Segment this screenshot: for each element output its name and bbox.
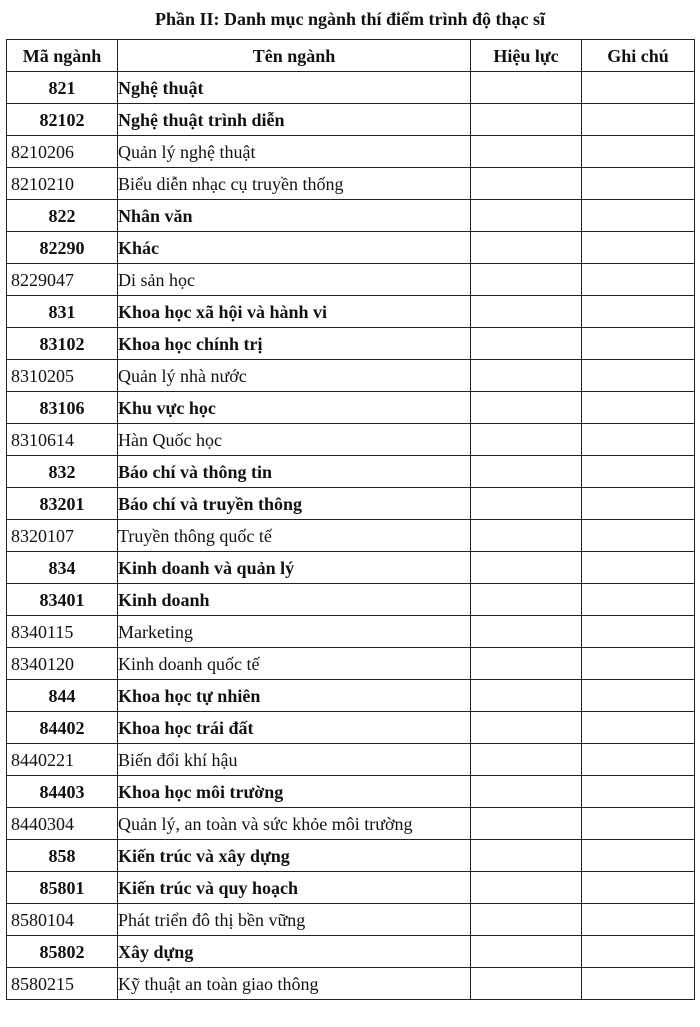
major-code-cell: 8210210	[7, 168, 118, 200]
major-code-cell: 8210206	[7, 136, 118, 168]
table-row	[7, 456, 695, 488]
major-name-cell: Khoa học tự nhiên	[118, 680, 471, 712]
major-name-cell: Khoa học trái đất	[118, 712, 471, 744]
validity-cell	[471, 776, 582, 808]
table-row	[7, 104, 695, 136]
major-code-cell: 8440304	[7, 808, 118, 840]
major-name-cell: Khoa học môi trường	[118, 776, 471, 808]
validity-cell	[471, 840, 582, 872]
major-code-cell: 831	[7, 296, 118, 328]
table-row	[7, 968, 695, 1000]
table-row	[7, 552, 695, 584]
validity-cell	[471, 104, 582, 136]
validity-cell	[471, 136, 582, 168]
major-code-cell: 83102	[7, 328, 118, 360]
validity-cell	[471, 264, 582, 296]
major-name-cell: Báo chí và thông tin	[118, 456, 471, 488]
validity-cell	[471, 328, 582, 360]
table-row	[7, 200, 695, 232]
header-note: Ghi chú	[582, 40, 695, 72]
note-cell	[582, 232, 695, 264]
note-cell	[582, 424, 695, 456]
table-row	[7, 328, 695, 360]
note-cell	[582, 264, 695, 296]
table-header-row	[7, 40, 695, 72]
validity-cell	[471, 872, 582, 904]
validity-cell	[471, 200, 582, 232]
validity-cell	[471, 904, 582, 936]
validity-cell	[471, 232, 582, 264]
major-code-cell: 8310205	[7, 360, 118, 392]
table-row	[7, 392, 695, 424]
note-cell	[582, 360, 695, 392]
major-name-cell: Nhân văn	[118, 200, 471, 232]
table-row	[7, 680, 695, 712]
table-row	[7, 616, 695, 648]
major-code-cell: 85802	[7, 936, 118, 968]
major-code-cell: 82102	[7, 104, 118, 136]
major-code-cell: 83106	[7, 392, 118, 424]
major-name-cell: Quản lý nhà nước	[118, 360, 471, 392]
majors-table	[6, 39, 695, 1000]
table-row	[7, 872, 695, 904]
note-cell	[582, 72, 695, 104]
note-cell	[582, 744, 695, 776]
validity-cell	[471, 744, 582, 776]
table-row	[7, 168, 695, 200]
major-code-cell: 821	[7, 72, 118, 104]
note-cell	[582, 392, 695, 424]
major-name-cell: Kiến trúc và quy hoạch	[118, 872, 471, 904]
note-cell	[582, 104, 695, 136]
major-name-cell: Marketing	[118, 616, 471, 648]
note-cell	[582, 296, 695, 328]
major-code-cell: 834	[7, 552, 118, 584]
table-row	[7, 776, 695, 808]
note-cell	[582, 488, 695, 520]
validity-cell	[471, 680, 582, 712]
major-code-cell: 8580215	[7, 968, 118, 1000]
note-cell	[582, 584, 695, 616]
note-cell	[582, 616, 695, 648]
header-code: Mã ngành	[7, 40, 118, 72]
validity-cell	[471, 808, 582, 840]
note-cell	[582, 904, 695, 936]
major-name-cell: Kinh doanh quốc tế	[118, 648, 471, 680]
note-cell	[582, 200, 695, 232]
validity-cell	[471, 520, 582, 552]
major-code-cell: 82290	[7, 232, 118, 264]
note-cell	[582, 712, 695, 744]
validity-cell	[471, 72, 582, 104]
validity-cell	[471, 424, 582, 456]
major-name-cell: Biến đổi khí hậu	[118, 744, 471, 776]
note-cell	[582, 328, 695, 360]
note-cell	[582, 936, 695, 968]
major-name-cell: Quản lý nghệ thuật	[118, 136, 471, 168]
major-code-cell: 8340115	[7, 616, 118, 648]
major-code-cell: 858	[7, 840, 118, 872]
major-code-cell: 83401	[7, 584, 118, 616]
table-row	[7, 520, 695, 552]
note-cell	[582, 136, 695, 168]
major-name-cell: Khác	[118, 232, 471, 264]
major-name-cell: Truyền thông quốc tế	[118, 520, 471, 552]
validity-cell	[471, 968, 582, 1000]
major-name-cell: Khu vực học	[118, 392, 471, 424]
table-row	[7, 232, 695, 264]
table-row	[7, 904, 695, 936]
major-name-cell: Báo chí và truyền thông	[118, 488, 471, 520]
validity-cell	[471, 168, 582, 200]
validity-cell	[471, 552, 582, 584]
major-name-cell: Nghệ thuật	[118, 72, 471, 104]
note-cell	[582, 840, 695, 872]
table-row	[7, 840, 695, 872]
note-cell	[582, 168, 695, 200]
major-code-cell: 83201	[7, 488, 118, 520]
note-cell	[582, 680, 695, 712]
table-row	[7, 712, 695, 744]
major-code-cell: 8310614	[7, 424, 118, 456]
note-cell	[582, 872, 695, 904]
table-row	[7, 72, 695, 104]
major-name-cell: Biểu diễn nhạc cụ truyền thống	[118, 168, 471, 200]
validity-cell	[471, 456, 582, 488]
major-code-cell: 8320107	[7, 520, 118, 552]
major-name-cell: Khoa học chính trị	[118, 328, 471, 360]
header-validity: Hiệu lực	[471, 40, 582, 72]
major-code-cell: 8580104	[7, 904, 118, 936]
major-name-cell: Hàn Quốc học	[118, 424, 471, 456]
validity-cell	[471, 616, 582, 648]
note-cell	[582, 520, 695, 552]
table-row	[7, 936, 695, 968]
validity-cell	[471, 392, 582, 424]
major-code-cell: 832	[7, 456, 118, 488]
table-row	[7, 648, 695, 680]
table-row	[7, 744, 695, 776]
major-code-cell: 84402	[7, 712, 118, 744]
note-cell	[582, 776, 695, 808]
major-code-cell: 85801	[7, 872, 118, 904]
major-name-cell: Nghệ thuật trình diễn	[118, 104, 471, 136]
validity-cell	[471, 712, 582, 744]
note-cell	[582, 456, 695, 488]
document-title: Phần II: Danh mục ngành thí điểm trình độ thạc sĩ	[154, 9, 546, 29]
major-name-cell: Kinh doanh	[118, 584, 471, 616]
major-name-cell: Kỹ thuật an toàn giao thông	[118, 968, 471, 1000]
major-name-cell: Quản lý, an toàn và sức khỏe môi trường	[118, 808, 471, 840]
major-code-cell: 8440221	[7, 744, 118, 776]
table-body	[7, 72, 695, 1000]
table-row	[7, 360, 695, 392]
major-name-cell: Kiến trúc và xây dựng	[118, 840, 471, 872]
major-name-cell: Phát triển đô thị bền vững	[118, 904, 471, 936]
major-code-cell: 8340120	[7, 648, 118, 680]
major-name-cell: Kinh doanh và quản lý	[118, 552, 471, 584]
validity-cell	[471, 936, 582, 968]
major-code-cell: 8229047	[7, 264, 118, 296]
validity-cell	[471, 488, 582, 520]
validity-cell	[471, 648, 582, 680]
note-cell	[582, 648, 695, 680]
major-name-cell: Di sản học	[118, 264, 471, 296]
validity-cell	[471, 296, 582, 328]
major-code-cell: 844	[7, 680, 118, 712]
note-cell	[582, 552, 695, 584]
major-name-cell: Xây dựng	[118, 936, 471, 968]
table-row	[7, 808, 695, 840]
header-name: Tên ngành	[118, 40, 471, 72]
table-row	[7, 264, 695, 296]
note-cell	[582, 808, 695, 840]
validity-cell	[471, 584, 582, 616]
table-row	[7, 488, 695, 520]
table-row	[7, 296, 695, 328]
major-code-cell: 822	[7, 200, 118, 232]
note-cell	[582, 968, 695, 1000]
table-row	[7, 136, 695, 168]
validity-cell	[471, 360, 582, 392]
table-row	[7, 584, 695, 616]
table-row	[7, 424, 695, 456]
major-name-cell: Khoa học xã hội và hành vi	[118, 296, 471, 328]
major-code-cell: 84403	[7, 776, 118, 808]
